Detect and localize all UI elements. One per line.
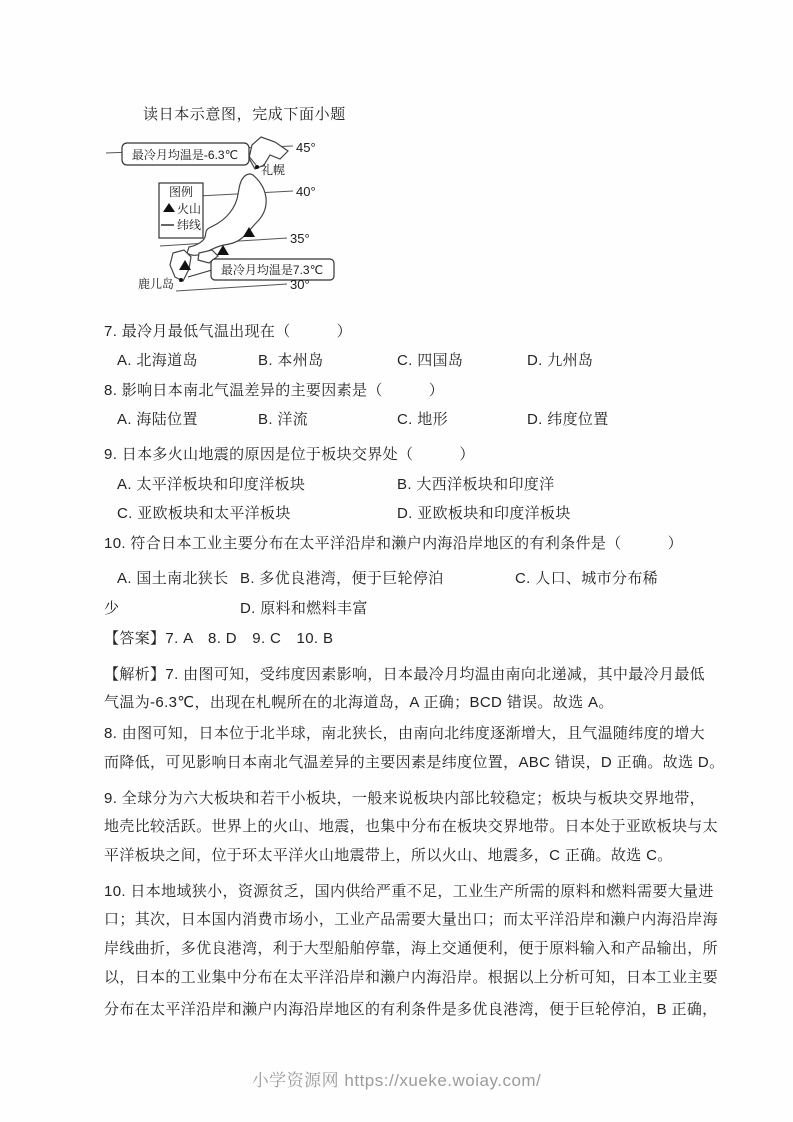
analysis-q10-line-1: 10. 日本地域狭小，资源贫乏，国内供给严重不足，工业生产所需的原料和燃料需要大量进: [104, 883, 714, 900]
q10-option-d: D. 原料和燃料丰富: [240, 600, 368, 617]
legend-title: 图例: [168, 185, 194, 199]
analysis-q9-line-1: 9. 全球分为六大板块和若干小板块，一般来说板块内部比较稳定；板块与板块交界地带，: [104, 790, 706, 807]
q8-option-b: B. 洋流: [258, 411, 309, 428]
question-10-stem: 10. 符合日本工业主要分布在太平洋沿岸和濑户内海沿岸地区的有利条件是（ ）: [104, 535, 684, 552]
q8-option-d: D. 纬度位置: [527, 411, 609, 428]
analysis-q9-line-3: 平洋板块之间，位于环太平洋火山地震带上，所以火山、地震多，C 正确。故选 C。: [104, 847, 673, 864]
callout-south-label: 最冷月均温是7.3℃: [220, 263, 324, 277]
latitude-label-45: 45°: [296, 140, 316, 155]
question-9-stem: 9. 日本多火山地震的原因是位于板块交界处（ ）: [104, 446, 475, 463]
callout-south-leader: [188, 270, 212, 277]
latitude-label-35: 35°: [290, 231, 310, 246]
analysis-q10-line-3: 岸线曲折，多优良港湾，利于大型船舶停靠，海上交通便利，便于原料输入和产品输出，所: [104, 940, 719, 957]
question-7-stem: 7. 最冷月最低气温出现在（ ）: [104, 323, 352, 340]
q9-option-b: B. 大西洋板块和印度洋: [397, 476, 555, 493]
analysis-q10-line-5: 分布在太平洋沿岸和濑户内海沿岸地区的有利条件是多优良港湾，便于巨轮停泊，B 正确，: [104, 1001, 718, 1018]
japan-map-figure: [104, 134, 344, 306]
latitude-label-30: 30°: [290, 277, 310, 292]
latitude-line-30: [176, 284, 287, 291]
callout-north-label: 最冷月均温是-6.3℃: [131, 148, 239, 162]
analysis-q7-line-1: 【解析】7. 由图可知，受纬度因素影响，日本最冷月均温由南向北递减，其中最冷月最低: [104, 666, 706, 683]
city-label-kagoshima: 鹿儿岛: [138, 277, 175, 291]
q7-option-d: D. 九州岛: [527, 352, 594, 369]
q10-option-a: A. 国土南北狭长: [117, 570, 229, 587]
city-label-sapporo: 礼幌: [261, 163, 286, 177]
analysis-q9-line-2: 地壳比较活跃。世界上的火山、地震，也集中分布在板块交界地带。日本处于亚欧板块与太: [104, 818, 719, 835]
question-intro: 读日本示意图，完成下面小题: [143, 106, 346, 123]
q8-option-a: A. 海陆位置: [117, 411, 198, 428]
q9-option-d: D. 亚欧板块和印度洋板块: [397, 505, 571, 522]
q7-option-c: C. 四国岛: [397, 352, 464, 369]
q9-option-a: A. 太平洋板块和印度洋板块: [117, 476, 306, 493]
analysis-q10-line-2: 口；其次，日本国内消费市场小，工业产品需要大量出口；而太平洋沿岸和濑户内海沿岸海: [104, 911, 719, 928]
city-dot-sapporo: [255, 165, 259, 169]
legend-latline-label: 纬线: [177, 218, 202, 232]
legend-volcano-label: 火山: [177, 202, 202, 216]
q10-option-c-wrap: 少: [104, 600, 120, 617]
q7-option-b: B. 本州岛: [258, 352, 324, 369]
q9-option-c: C. 亚欧板块和太平洋板块: [117, 505, 291, 522]
analysis-q8-line-1: 8. 由图可知，日本位于北半球，南北狭长，由南向北纬度逐渐增大，且气温随纬度的增大: [104, 725, 706, 742]
analysis-q10-line-4: 以，日本的工业集中分布在太平洋沿岸和濑户内海沿岸。根据以上分析可知，日本工业主要: [104, 969, 719, 986]
latitude-label-40: 40°: [296, 184, 316, 199]
question-8-stem: 8. 影响日本南北气温差异的主要因素是（ ）: [104, 382, 445, 399]
analysis-q7-line-2: 气温为-6.3℃，出现在札幌所在的北海道岛，A 正确；BCD 错误。故选 A。: [104, 694, 614, 711]
q8-option-c: C. 地形: [397, 411, 448, 428]
analysis-q8-line-2: 而降低，可见影响日本南北气温差异的主要因素是纬度位置，ABC 错误，D 正确。故选 D。: [104, 754, 725, 771]
q10-option-b: B. 多优良港湾，便于巨轮停泊: [240, 570, 444, 587]
answers-line: 【答案】7. A 8. D 9. C 10. B: [104, 630, 334, 647]
q7-option-a: A. 北海道岛: [117, 352, 198, 369]
footer-site-link[interactable]: 小学资源网 https://xueke.woiay.com/: [251, 1071, 542, 1090]
q10-option-c: C. 人口、城市分布稀: [515, 570, 659, 587]
city-dot-kagoshima: [179, 278, 183, 282]
